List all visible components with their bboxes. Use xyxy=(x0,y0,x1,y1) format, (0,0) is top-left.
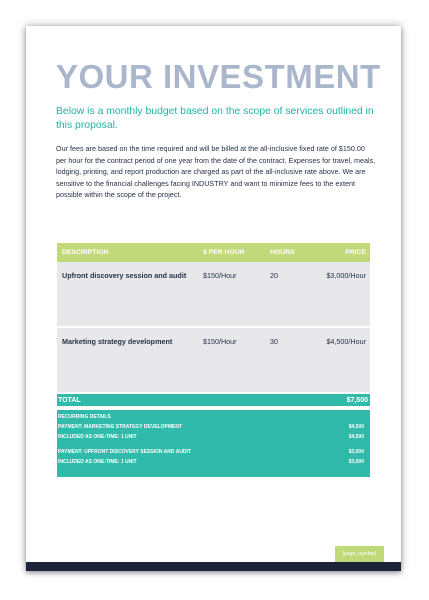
header-description: DESCRIPTION xyxy=(62,249,109,256)
page-number-badge: [page_number] xyxy=(335,546,384,562)
recurring-line-label: INCLUDED AS ONE-TIME: 1 UNIT xyxy=(58,459,137,465)
intro-paragraph: Below is a monthly budget based on the scope of services outlined in this proposal. xyxy=(56,106,374,131)
recurring-line-value: $3,000 xyxy=(348,459,364,465)
recurring-line-label: PAYMENT: UPFRONT DISCOVERY SESSION AND AUDIT xyxy=(58,449,191,455)
recurring-line xyxy=(58,457,364,467)
header-price: PRICE xyxy=(345,249,366,256)
header-per-hour: $ PER HOUR xyxy=(203,249,245,256)
document-page xyxy=(26,26,401,571)
budget-table xyxy=(57,243,370,477)
table-row xyxy=(57,328,370,392)
page-title: YOUR INVESTMENT xyxy=(56,58,381,95)
row-price: $3,000/Hour xyxy=(326,271,366,280)
row-description: Marketing strategy development xyxy=(62,337,173,346)
table-header xyxy=(57,243,370,262)
recurring-line xyxy=(58,422,364,432)
row-rate: $150/Hour xyxy=(203,271,237,280)
recurring-line-label: PAYMENT: MARKETING STRATEGY DEVELOPMENT xyxy=(58,424,182,430)
row-rate: $150/Hour xyxy=(203,337,237,346)
recurring-details-box xyxy=(57,410,370,477)
recurring-heading-text: RECURRING DETAILS xyxy=(58,414,111,420)
footer-bar xyxy=(26,562,401,571)
total-value: $7,500 xyxy=(346,396,368,404)
recurring-line-label: INCLUDED AS ONE-TIME: 1 UNIT xyxy=(58,434,137,440)
recurring-heading xyxy=(58,412,364,422)
recurring-line-value: $4,500 xyxy=(348,434,364,440)
recurring-line-value: $4,500 xyxy=(348,424,364,430)
recurring-line xyxy=(58,447,364,457)
total-row xyxy=(57,394,370,406)
row-description: Upfront discovery session and audit xyxy=(62,271,187,280)
body-paragraph: Our fees are based on the time required and will be billed at the all-inclusive fixed rate of $150.00 per hour for the contract period of one year from the date of the contract. Expenses for travel, meals, lodging, printing, and report production are charged as part of the all-inclusive rate above. We are sensitive to the financial challenges facing INDUSTRY and want to minimize fees to the extent possible within the scope of the project. xyxy=(56,144,376,200)
row-price: $4,500/Hour xyxy=(326,337,366,346)
recurring-line xyxy=(58,432,364,442)
table-row xyxy=(57,262,370,326)
recurring-line-value: $3,000 xyxy=(348,449,364,455)
header-hours: HOURS xyxy=(270,249,295,256)
row-hours: 20 xyxy=(270,271,278,280)
total-label: TOTAL xyxy=(58,396,81,404)
row-hours: 30 xyxy=(270,337,278,346)
